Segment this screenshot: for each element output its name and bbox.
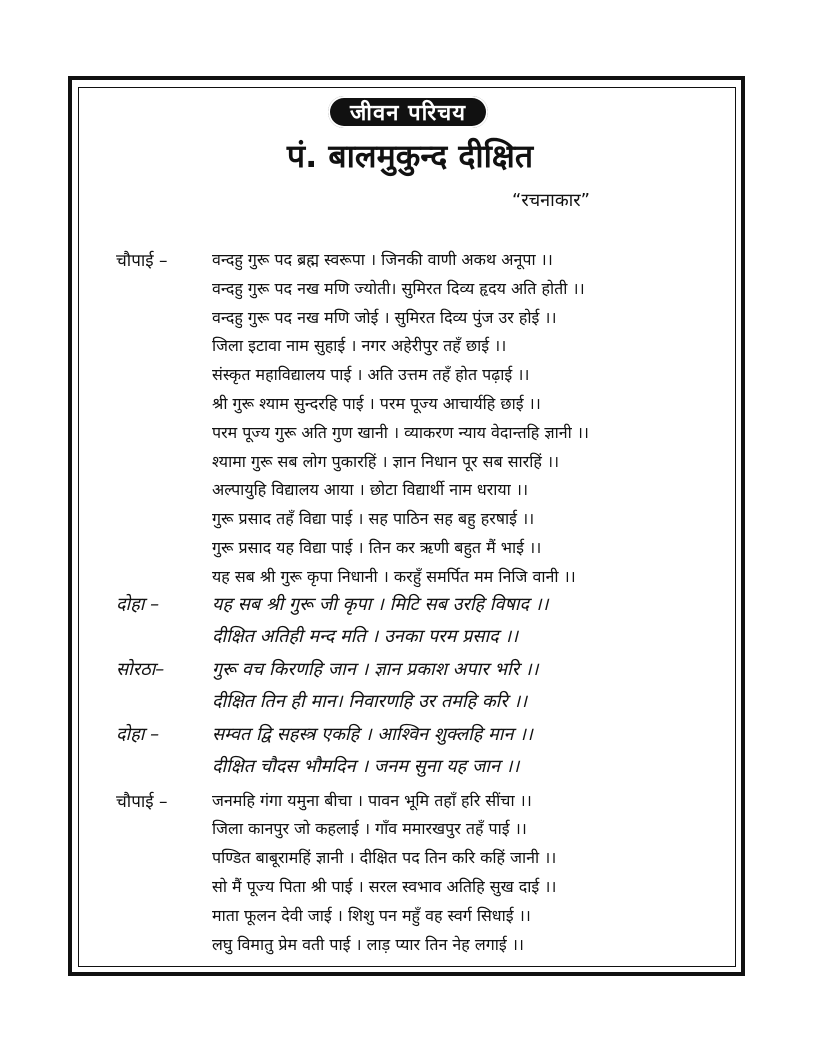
stanza-label: सोरठा– bbox=[116, 658, 165, 680]
verse-line: पण्डित बाबूरामहिं ज्ञानी । दीक्षित पद तिन करि कहिं जानी ।। bbox=[212, 848, 557, 868]
verse-line: संस्कृत महाविद्यालय पाई । अति उत्तम तहँ होत पढ़ाई ।। bbox=[212, 365, 530, 385]
verse-line: दीक्षित तिन ही मान। निवारणहि उर तमहि करि ।। bbox=[212, 690, 528, 712]
page-title: पं. बालमुकुन्द दीक्षित bbox=[286, 137, 534, 175]
verse-line: जिला कानपुर जो कहलाई । गाँव ममारखपुर तहँ पाई ।। bbox=[212, 819, 527, 839]
stanza-label: दोहा – bbox=[116, 593, 160, 615]
verse-line: गुरू प्रसाद यह विद्या पाई । तिन कर ऋणी बहुत मैं भाई ।। bbox=[212, 538, 542, 557]
verse-line: अल्पायुहि विद्यालय आया । छोटा विद्यार्थी नाम धराया ।। bbox=[212, 480, 529, 500]
verse-line: परम पूज्य गुरू अति गुण खानी । व्याकरण न्याय वेदान्तहि ज्ञानी ।। bbox=[212, 422, 589, 442]
verse-line: वन्दहु गुरू पद नख मणि जोई । सुमिरत दिव्य पुंज उर होई ।। bbox=[212, 307, 557, 327]
verse-line: सम्वत द्वि सहस्त्र एकहि । आश्विन शुक्लहि मान ।। bbox=[212, 723, 533, 745]
verse-line: गुरू प्रसाद तहँ विद्या पाई । सह पाठिन सह बहु हरषाई ।। bbox=[212, 509, 535, 529]
verse-line: माता फूलन देवी जाई । शिशु पन महुँ वह स्वर्ग सिधाई ।। bbox=[212, 905, 531, 925]
verse-line: यह सब श्री गुरू जी कृपा । मिटि सब उरहि विषाद ।। bbox=[212, 593, 549, 615]
verse-line: जिला इटावा नाम सुहाई । नगर अहेरीपुर तहँ छाई ।। bbox=[212, 336, 507, 356]
verse-line: यह सब श्री गुरू कृपा निधानी । करहुँ समर्पित मम निजि वानी ।। bbox=[212, 566, 576, 586]
verse-line: दीक्षित चौदस भौमदिन । जनम सुना यह जान ।। bbox=[212, 755, 520, 777]
author-caption: “रचनाकार” bbox=[512, 190, 590, 211]
verse-line: श्यामा गुरू सब लोग पुकारहिं । ज्ञान निधान पूर सब सारहिं ।। bbox=[212, 451, 560, 471]
verse-line: जनमहि गंगा यमुना बीचा । पावन भूमि तहाँ हरि सींचा ।। bbox=[212, 790, 532, 810]
stanza-label: चौपाई – bbox=[116, 251, 168, 271]
stanza-label: दोहा – bbox=[116, 723, 160, 745]
verse-line: वन्दहु गुरू पद ब्रह्म स्वरूपा । जिनकी वाणी अकथ अनूपा ।। bbox=[212, 250, 553, 269]
verse-line: श्री गुरू श्याम सुन्दरहि पाई । परम पूज्य आचार्यहि छाई ।। bbox=[212, 394, 541, 413]
section-badge: जीवन परिचय bbox=[328, 96, 488, 128]
stanza-label: चौपाई – bbox=[116, 791, 168, 812]
verse-line: दीक्षित अतिही मन्द मति । उनका परम प्रसाद ।। bbox=[212, 625, 519, 647]
verse-line: सो मैं पूज्य पिता श्री पाई । सरल स्वभाव अतिहि सुख दाई ।। bbox=[212, 877, 557, 896]
verse-line: गुरू वच किरणहि जान । ज्ञान प्रकाश अपार भरि ।। bbox=[212, 658, 539, 680]
verse-line: लघु विमातु प्रेम वती पाई । लाड़ प्यार तिन नेह लगाई ।। bbox=[212, 934, 524, 954]
verse-line: वन्दहु गुरू पद नख मणि ज्योती। सुमिरत दिव्य हृदय अति होती ।। bbox=[212, 278, 585, 298]
